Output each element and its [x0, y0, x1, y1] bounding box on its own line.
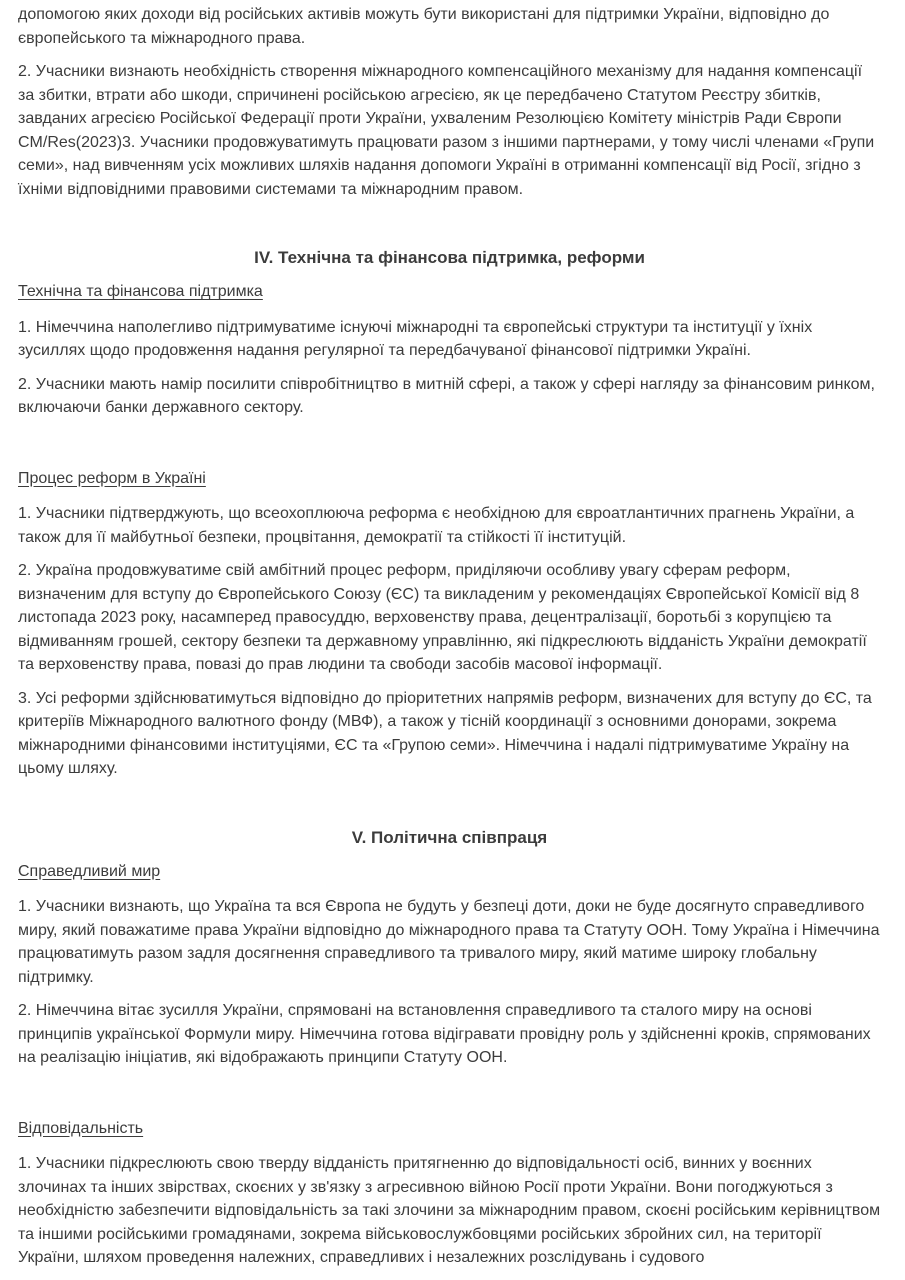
section-heading-v: V. Політична співпраця	[351, 827, 548, 847]
paragraph: 2. Учасники визнають необхідність створення міжнародного компенсаційного механізму для надання компенсації за збитки, втрати або шкоди, спричинені російською агресією, як це передбачено Статутом Реєстру збитків, завданих агресією Російської Федерації проти України, ухваленим Резолюцією Комітету міністрів Ради Європи CM/Res(2023)3. Учасники продовжуватимуть працювати разом з іншими партнерами, у тому числі членами «Групи семи», над вивченням усіх можливих шляхів надання допомоги Україні в отриманні компенсації від Росії, згідно з їхніми відповідними правовими системами та міжнародним правом.	[18, 63, 875, 198]
paragraph: 2. Учасники мають намір посилити співробітництво в митній сфері, а також у сфері нагляду за фінансовим ринком, включаючи банки державного сектору.	[18, 375, 875, 416]
subheading-just-peace: Справедливий мир	[18, 862, 161, 880]
section-heading-iv: IV. Технічна та фінансова підтримка, реформи	[254, 248, 645, 267]
paragraph: 1. Учасники визнають, що Україна та вся Європа не будуть у безпеці доти, доки не буде досягнуто справедливого миру, який поважатиме права України відповідно до міжнародного права та Статуту ООН. Тому Україна і Німеччина працюватимуть разом задля досягнення справедливого та тривалого миру, який матиме широку глобальну підтримку.	[18, 898, 880, 986]
subheading-accountability: Відповідальність	[18, 1119, 144, 1137]
subheading-technical-financial-support: Технічна та фінансова підтримка	[18, 283, 263, 300]
paragraph: 3. Усі реформи здійснюватимуться відповідно до пріоритетних напрямів реформ, визначених для вступу до ЄС, та критеріїв Міжнародного валютного фонду (МВФ), а також у тісній координації з основними донорами, зокрема міжнародними фінансовими інституціями, ЄС та «Групою семи». Німеччина і надалі підтримуватиме Україну на цьому шляху.	[18, 689, 872, 777]
paragraph-cut-off: 1. Учасники підкреслюють свою тверду відданість притягненню до відповідальності осіб, винних у воєнних злочинах та інших звірствах, скоєних у зв'язку з агресивною війною Росії проти України. Вони погоджуються з необхідністю забезпечити відповідальність за такі злочини за міжнародним правом, скоєні російським керівництвом та іншими російськими громадянами, зокрема військовослужбовцями російських збройних сил, на території України, шляхом проведення належних, справедливих і незалежних розслідувань і судового	[18, 1155, 881, 1266]
subheading-reform-process: Процес реформ в Україні	[18, 469, 206, 487]
paragraph: 2. Україна продовжуватиме свій амбітний процес реформ, приділяючи особливу увагу сферам реформ, визначеним для вступу до Європейського Союзу (ЄС) та викладеним у рекомендаціях Європейської Комісії від 8 листопада 2023 року, насамперед правосуддю, верховенству права, децентралізації, боротьбі з корупцією та відмиванням грошей, сектору безпеки та державному управлінню, які підкреслюють відданість України демократії та верховенству права, повазі до прав людини та свободи засобів масової інформації.	[18, 562, 867, 673]
paragraph: 1. Німеччина наполегливо підтримуватиме існуючі міжнародні та європейські структури та інституції у їхніх зусиллях щодо продовження надання регулярної та передбачуваної фінансової підтримки Україні.	[18, 318, 813, 359]
paragraph: 2. Німеччина вітає зусилля України, спрямовані на встановлення справедливого та сталого миру на основі принципів української Формули миру. Німеччина готова відігравати провідну роль у здійсненні кроків, спрямованих на реалізацію ініціатив, які відображають принципи Статуту ООН.	[18, 1002, 871, 1066]
paragraph-continued: допомогою яких доходи від російських активів можуть бути використані для підтримки України, відповідно до європейського та міжнародного права.	[18, 6, 830, 47]
paragraph: 1. Учасники підтверджують, що всеохоплююча реформа є необхідною для євроатлантичних прагнень України, а також для її майбутньої безпеки, процвітання, демократії та стійкості її інституцій.	[18, 505, 855, 546]
